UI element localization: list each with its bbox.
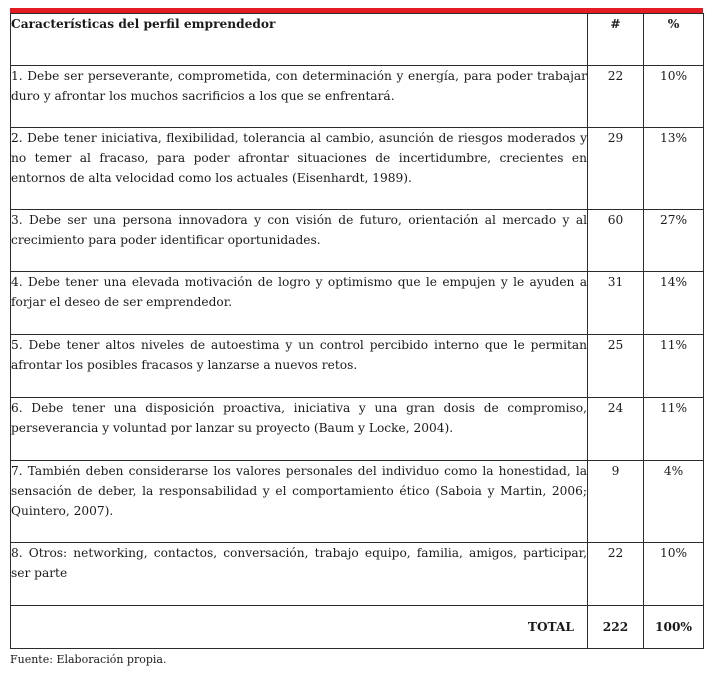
- row-count: 9: [588, 461, 644, 543]
- row-count: 22: [588, 543, 644, 606]
- row-text: 2. Debe tener iniciativa, flexibilidad, tolerancia al cambio, asunción de riesgos moderados y no temer al fracaso, para poder afrontar situaciones de incertidumbre, crecientes en entornos de alta velocidad como los actuales (Eisenhardt, 1989).: [11, 128, 588, 210]
- total-percent: 100%: [644, 606, 704, 649]
- row-percent: 10%: [644, 66, 704, 128]
- row-percent: 13%: [644, 128, 704, 210]
- row-percent: 4%: [644, 461, 704, 543]
- row-count: 24: [588, 398, 644, 461]
- row-text: 7. También deben considerarse los valores personales del individuo como la honestidad, la sensación de deber, la responsabilidad y el comportamiento ético (Saboia y Martin, 2006; Quintero, 2007).: [11, 461, 588, 543]
- row-count: 29: [588, 128, 644, 210]
- header-percent: %: [644, 14, 704, 66]
- table-row: [11, 398, 704, 461]
- total-count: 222: [588, 606, 644, 649]
- entrepreneur-profile-table: [10, 13, 704, 649]
- row-count: 25: [588, 335, 644, 398]
- row-count: 60: [588, 210, 644, 272]
- table-row: [11, 272, 704, 335]
- row-text: 3. Debe ser una persona innovadora y con visión de futuro, orientación al mercado y al crecimiento para poder identificar oportunidades.: [11, 210, 588, 272]
- row-percent: 14%: [644, 272, 704, 335]
- row-text: 6. Debe tener una disposición proactiva, iniciativa y una gran dosis de compromiso, perseverancia y voluntad por lanzar su proyecto (Baum y Locke, 2004).: [11, 398, 588, 461]
- header-characteristic: Características del perfil emprendedor: [11, 14, 588, 66]
- row-percent: 11%: [644, 398, 704, 461]
- table-row: [11, 543, 704, 606]
- header-count: #: [588, 14, 644, 66]
- row-text: 8. Otros: networking, contactos, conversación, trabajo equipo, familia, amigos, participar, ser parte: [11, 543, 588, 606]
- table-header-row: [11, 14, 704, 66]
- source-note: Fuente: Elaboración propia.: [10, 653, 167, 666]
- table-row: [11, 66, 704, 128]
- table-row: [11, 128, 704, 210]
- row-count: 31: [588, 272, 644, 335]
- row-percent: 11%: [644, 335, 704, 398]
- row-text: 1. Debe ser perseverante, comprometida, con determinación y energía, para poder trabajar duro y afrontar los muchos sacrificios a los que se enfrentará.: [11, 66, 588, 128]
- row-percent: 10%: [644, 543, 704, 606]
- total-row: [11, 606, 704, 649]
- row-percent: 27%: [644, 210, 704, 272]
- table-row: [11, 335, 704, 398]
- table-row: [11, 210, 704, 272]
- row-count: 22: [588, 66, 644, 128]
- row-text: 4. Debe tener una elevada motivación de logro y optimismo que le empujen y le ayuden a forjar el deseo de ser emprendedor.: [11, 272, 588, 335]
- table-row: [11, 461, 704, 543]
- row-text: 5. Debe tener altos niveles de autoestima y un control percibido interno que le permitan afrontar los posibles fracasos y lanzarse a nuevos retos.: [11, 335, 588, 398]
- total-label: TOTAL: [11, 606, 588, 649]
